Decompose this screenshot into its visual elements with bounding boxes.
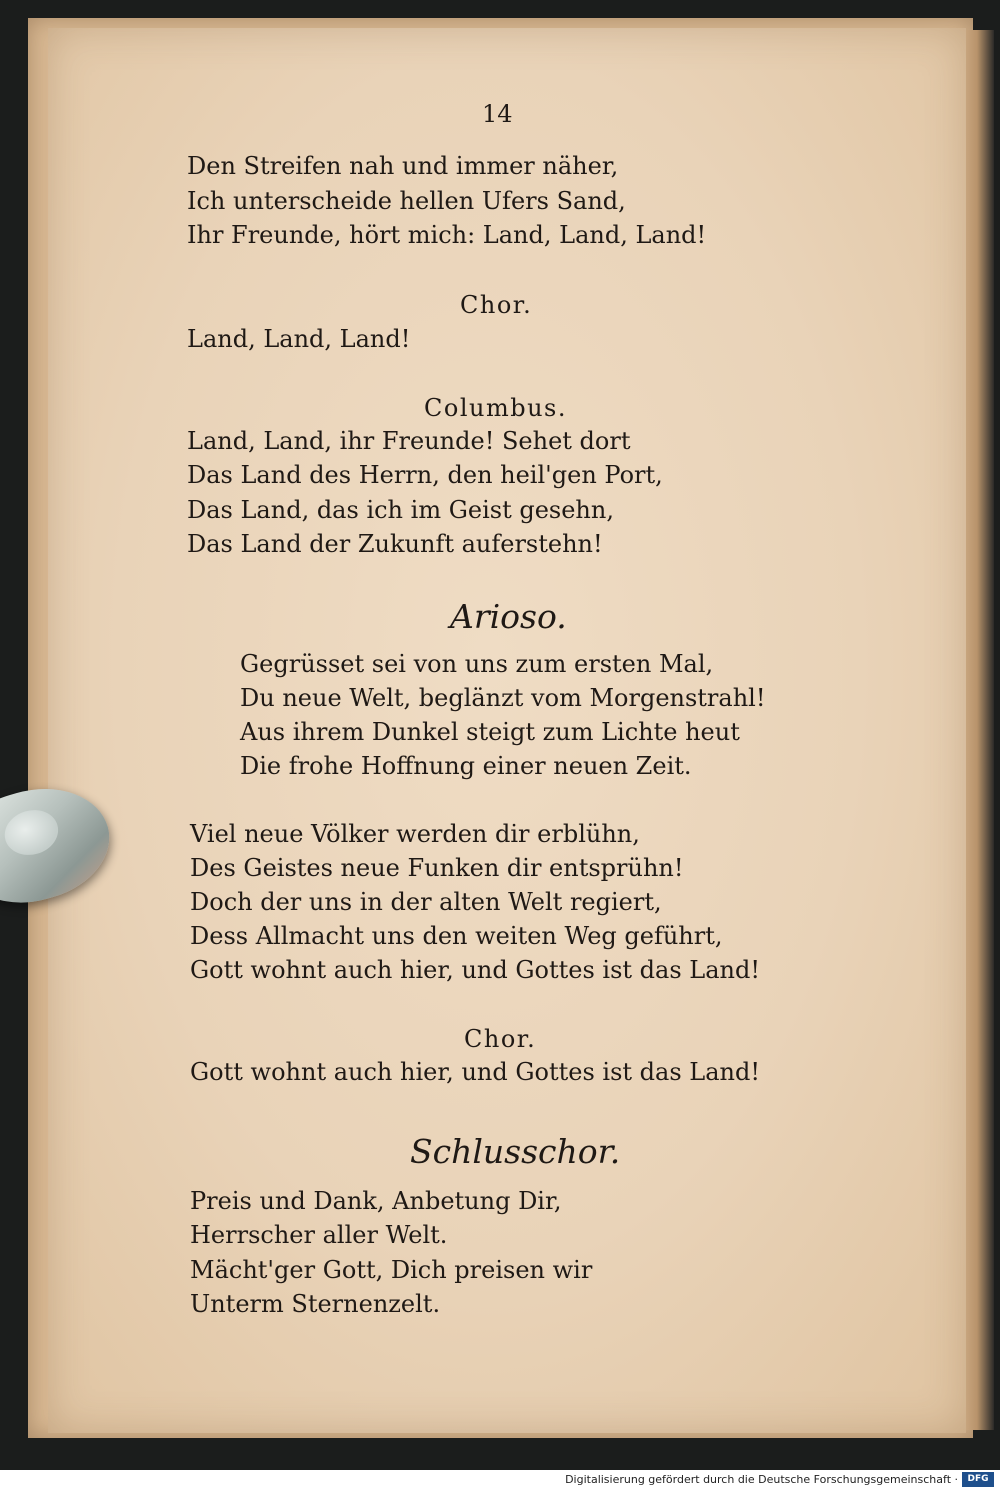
verse-line: Doch der uns in der alten Welt regiert, <box>190 888 662 916</box>
page-number: 14 <box>482 100 513 128</box>
verse-line: Des Geistes neue Funken dir entsprühn! <box>190 854 684 882</box>
arioso-heading: Arioso. <box>450 597 567 636</box>
verse-line: Gott wohnt auch hier, und Gottes ist das Land! <box>190 956 760 984</box>
verse-line: Das Land der Zukunft auferstehn! <box>187 530 603 558</box>
verse-line: Gott wohnt auch hier, und Gottes ist das Land! <box>190 1058 760 1086</box>
chor-heading: Chor. <box>460 291 533 319</box>
schlusschor-heading: Schlusschor. <box>410 1132 621 1171</box>
verse-line: Du neue Welt, beglänzt vom Morgenstrahl! <box>240 684 766 712</box>
verse-line: Preis und Dank, Anbetung Dir, <box>190 1187 562 1215</box>
thumb-nail <box>0 804 63 861</box>
verse-line: Den Streifen nah und immer näher, <box>187 152 619 180</box>
verse-line: Herrscher aller Welt. <box>190 1221 448 1249</box>
footer-bar <box>0 1470 1000 1490</box>
verse-line: Das Land des Herrn, den heil'gen Port, <box>187 461 663 489</box>
verse-line: Viel neue Völker werden dir erblühn, <box>190 820 640 848</box>
verse-line: Land, Land, Land! <box>187 325 411 353</box>
footer-credit: Digitalisierung gefördert durch die Deutsche Forschungsgemeinschaft · <box>565 1473 958 1486</box>
verse-line: Land, Land, ihr Freunde! Sehet dort <box>187 427 631 455</box>
columbus-heading: Columbus. <box>424 394 567 422</box>
verse-line: Dess Allmacht uns den weiten Weg geführt, <box>190 922 723 950</box>
verse-line: Gegrüsset sei von uns zum ersten Mal, <box>240 650 714 678</box>
verse-line: Ich unterscheide hellen Ufers Sand, <box>187 187 626 215</box>
verse-line: Unterm Sternenzelt. <box>190 1290 441 1318</box>
verse-line: Das Land, das ich im Geist gesehn, <box>187 496 614 524</box>
chor-heading: Chor. <box>464 1025 537 1053</box>
verse-line: Aus ihrem Dunkel steigt zum Lichte heut <box>240 718 740 746</box>
verse-line: Mächt'ger Gott, Dich preisen wir <box>190 1256 593 1284</box>
verse-line: Die frohe Hoffnung einer neuen Zeit. <box>240 752 692 780</box>
dfg-logo: DFG <box>962 1472 994 1487</box>
verse-line: Ihr Freunde, hört mich: Land, Land, Land! <box>187 221 707 249</box>
